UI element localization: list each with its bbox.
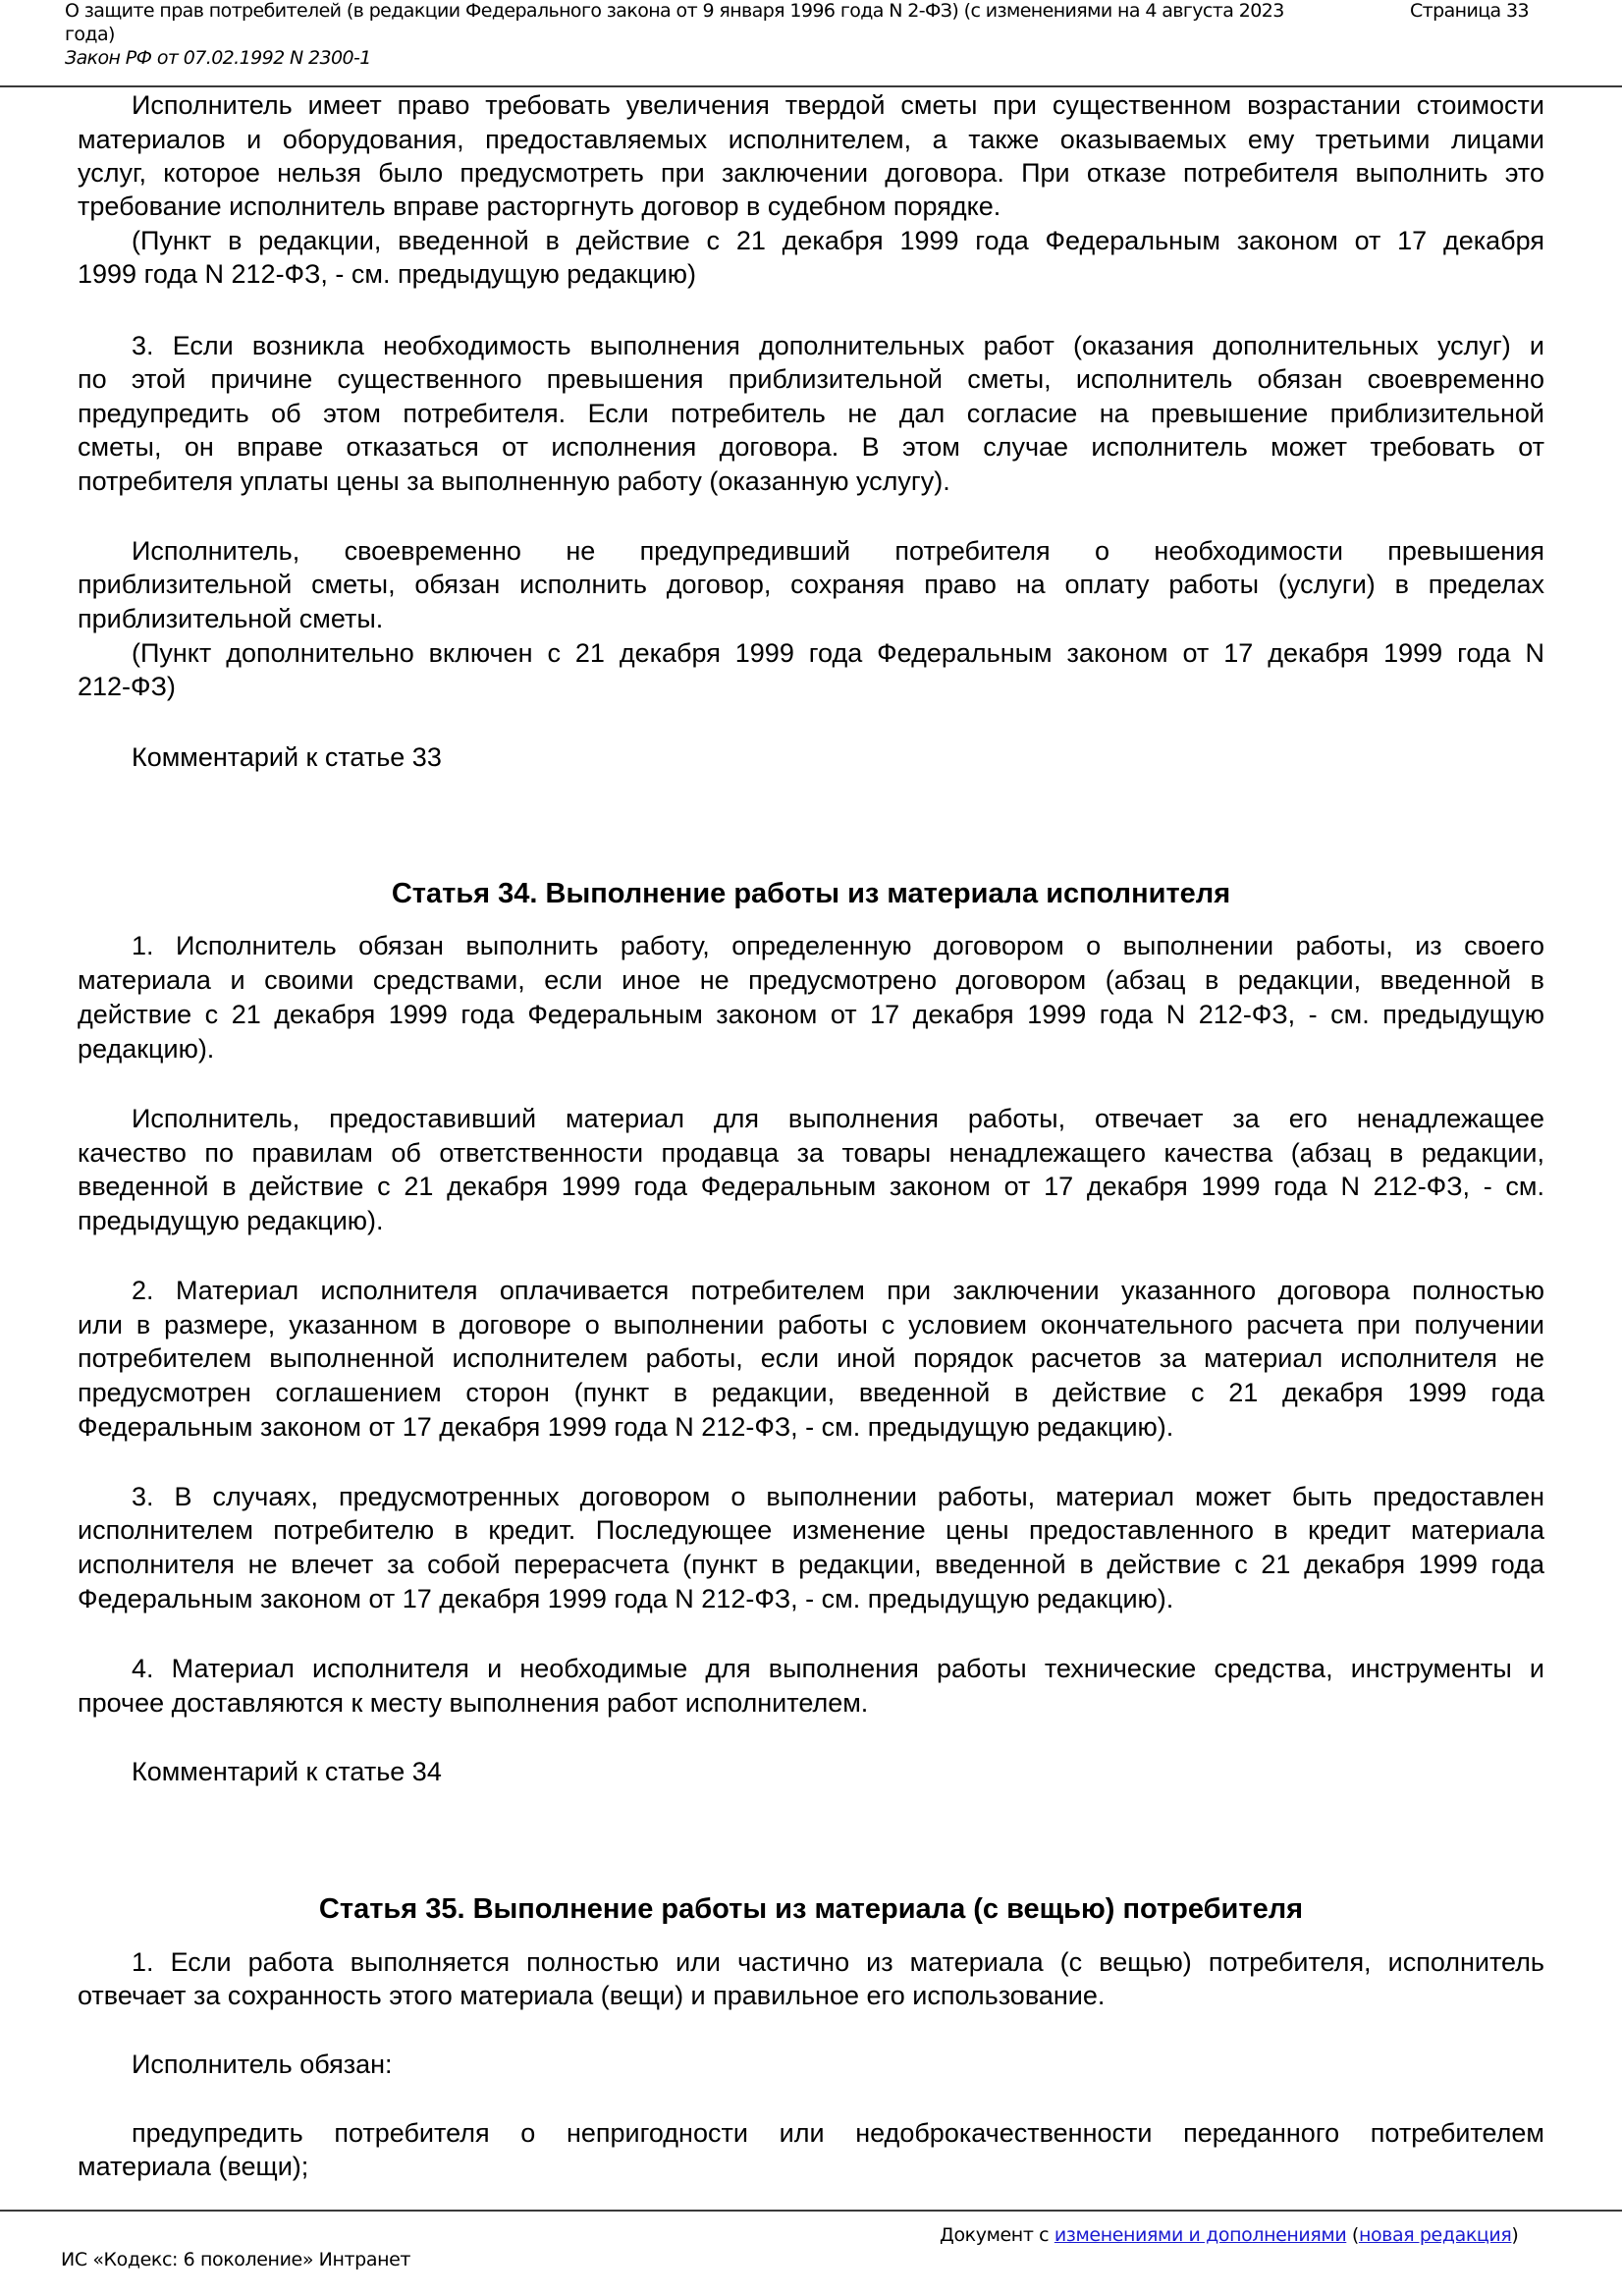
text-line: (Пункт в редакции, введенной в действие с 21 декабря 1999 года Федеральным законом от 17 декабря	[132, 226, 1544, 255]
text-line: редакцию).	[78, 1034, 215, 1064]
text-line: предыдущую редакцию).	[78, 1206, 384, 1235]
text-line: действие с 21 декабря 1999 года Федеральным законом от 17 декабря 1999 года N 212-ФЗ, - см. предыдущую	[78, 1000, 1544, 1029]
text-line: Исполнитель имеет право требовать увеличения твердой сметы при существенном возрастании стоимости	[132, 90, 1544, 120]
text-line: сметы, он вправе отказаться от исполнения договора. В этом случае исполнитель может требовать от	[78, 432, 1544, 462]
comment-link-article-33[interactable]: Комментарий к статье 33	[132, 742, 442, 772]
system-name: ИС «Кодекс: 6 поколение» Интранет	[61, 2249, 411, 2270]
text-line: Исполнитель, предоставивший материал для выполнения работы, отвечает за его ненадлежащее	[132, 1104, 1544, 1133]
text-line: материала (вещи);	[78, 2152, 309, 2181]
article-34-heading: Статья 34. Выполнение работы из материала исполнителя	[391, 878, 1231, 909]
text-line: требование исполнитель вправе расторгнуть договор в судебном порядке.	[78, 191, 1001, 221]
text-line: по этой причине существенного превышения приблизительной сметы, исполнитель обязан своевременно	[78, 364, 1544, 394]
text-line: приблизительной сметы, обязан исполнить договор, сохраняя право на оплату работы (услуги) в пределах	[78, 570, 1544, 599]
text-line: материала и своими средствами, если иное не предусмотрено договором (абзац в редакции, введенной в	[78, 965, 1544, 995]
paren-open: (	[1346, 2224, 1359, 2246]
text-line: Исполнитель обязан:	[132, 2050, 393, 2079]
text-line: потребителя уплаты цены за выполненную работу (оказанную услугу).	[78, 466, 950, 496]
text-line: или в размере, указанном в договоре о выполнении работы с условием окончательного расчета при получении	[78, 1310, 1544, 1339]
text-line: приблизительной сметы.	[78, 604, 384, 633]
text-line: отвечает за сохранность этого материала (вещи) и правильное его использование.	[78, 1981, 1106, 2010]
text-line: потребителем выполненной исполнителем работы, если иной порядок расчетов за материал исполнителя не	[78, 1343, 1544, 1373]
text-line: прочее доставляются к месту выполнения работ исполнителем.	[78, 1688, 869, 1718]
text-line: 1. Если работа выполняется полностью или частично из материала (с вещью) потребителя, исполнитель	[132, 1947, 1544, 1977]
text-line: 4. Материал исполнителя и необходимые для выполнения работы технические средства, инструменты и	[132, 1654, 1544, 1683]
text-line: 212-ФЗ)	[78, 672, 176, 701]
text-line: Исполнитель, своевременно не предупредивший потребителя о необходимости превышения	[132, 536, 1544, 566]
comment-link-article-34[interactable]: Комментарий к статье 34	[132, 1757, 442, 1786]
text-line: 2. Материал исполнителя оплачивается потребителем при заключении указанного договора полностью	[132, 1276, 1544, 1305]
text-line: предупредить потребителя о непригодности или недоброкачественности переданного потребителем	[132, 2118, 1544, 2148]
text-line: предусмотрен соглашением сторон (пункт в редакции, введенной в действие с 21 декабря 1999 года	[78, 1378, 1544, 1407]
text-line: 1999 года N 212-ФЗ, - см. предыдущую редакцию)	[78, 259, 697, 289]
document-revision-note	[940, 2224, 1518, 2246]
text-line: введенной в действие с 21 декабря 1999 года Федеральным законом от 17 декабря 1999 года N 212-ФЗ, - см.	[78, 1172, 1544, 1201]
text-line: 1. Исполнитель обязан выполнить работу, определенную договором о выполнении работы, из своего	[132, 931, 1544, 960]
changes-and-additions-link[interactable]: изменениями и дополнениями	[1054, 2224, 1347, 2246]
document-title: О защите прав потребителей (в редакции Федерального закона от 9 января 1996 года N 2-ФЗ) (с изменениями на 4 августа 2023	[65, 0, 1284, 22]
text-line: исполнителя не влечет за собой перерасчета (пункт в редакции, введенной в действие с 21 декабря 1999 года	[78, 1550, 1544, 1579]
document-title-continued: года)	[65, 24, 115, 45]
page-number: Страница 33	[1410, 0, 1530, 22]
text-line: качество по правилам об ответственности продавца за товары ненадлежащего качества (абзац в редакции,	[78, 1138, 1544, 1168]
text-line: 3. В случаях, предусмотренных договором о выполнении работы, материал может быть предоставлен	[132, 1482, 1544, 1511]
text-line: 3. Если возникла необходимость выполнения дополнительных работ (оказания дополнительных услуг) и	[132, 331, 1544, 360]
header-divider	[0, 85, 1622, 87]
text-line: (Пункт дополнительно включен с 21 декабря 1999 года Федеральным законом от 17 декабря 1999 года N	[132, 638, 1544, 668]
text-line: материалов и оборудования, предоставляемых исполнителем, а также оказываемых ему третьими лицами	[78, 125, 1544, 154]
revision-note-prefix: Документ с	[940, 2224, 1054, 2246]
text-line: Федеральным законом от 17 декабря 1999 года N 212-ФЗ, - см. предыдущую редакцию).	[78, 1412, 1174, 1442]
law-reference: Закон РФ от 07.02.1992 N 2300-1	[65, 47, 371, 69]
text-line: предупредить об этом потребителя. Если потребитель не дал согласие на превышение приблизительной	[78, 399, 1544, 428]
footer-divider	[0, 2210, 1622, 2212]
new-edition-link[interactable]: новая редакция	[1358, 2224, 1512, 2246]
text-line: услуг, которое нельзя было предусмотреть при заключении договора. При отказе потребителя выполнить это	[78, 158, 1544, 188]
text-line: исполнителем потребителю в кредит. Последующее изменение цены предоставленного в кредит материала	[78, 1515, 1544, 1545]
article-35-heading: Статья 35. Выполнение работы из материала (с вещью) потребителя	[318, 1893, 1304, 1925]
text-line: Федеральным законом от 17 декабря 1999 года N 212-ФЗ, - см. предыдущую редакцию).	[78, 1584, 1174, 1613]
paren-close: )	[1511, 2224, 1519, 2246]
